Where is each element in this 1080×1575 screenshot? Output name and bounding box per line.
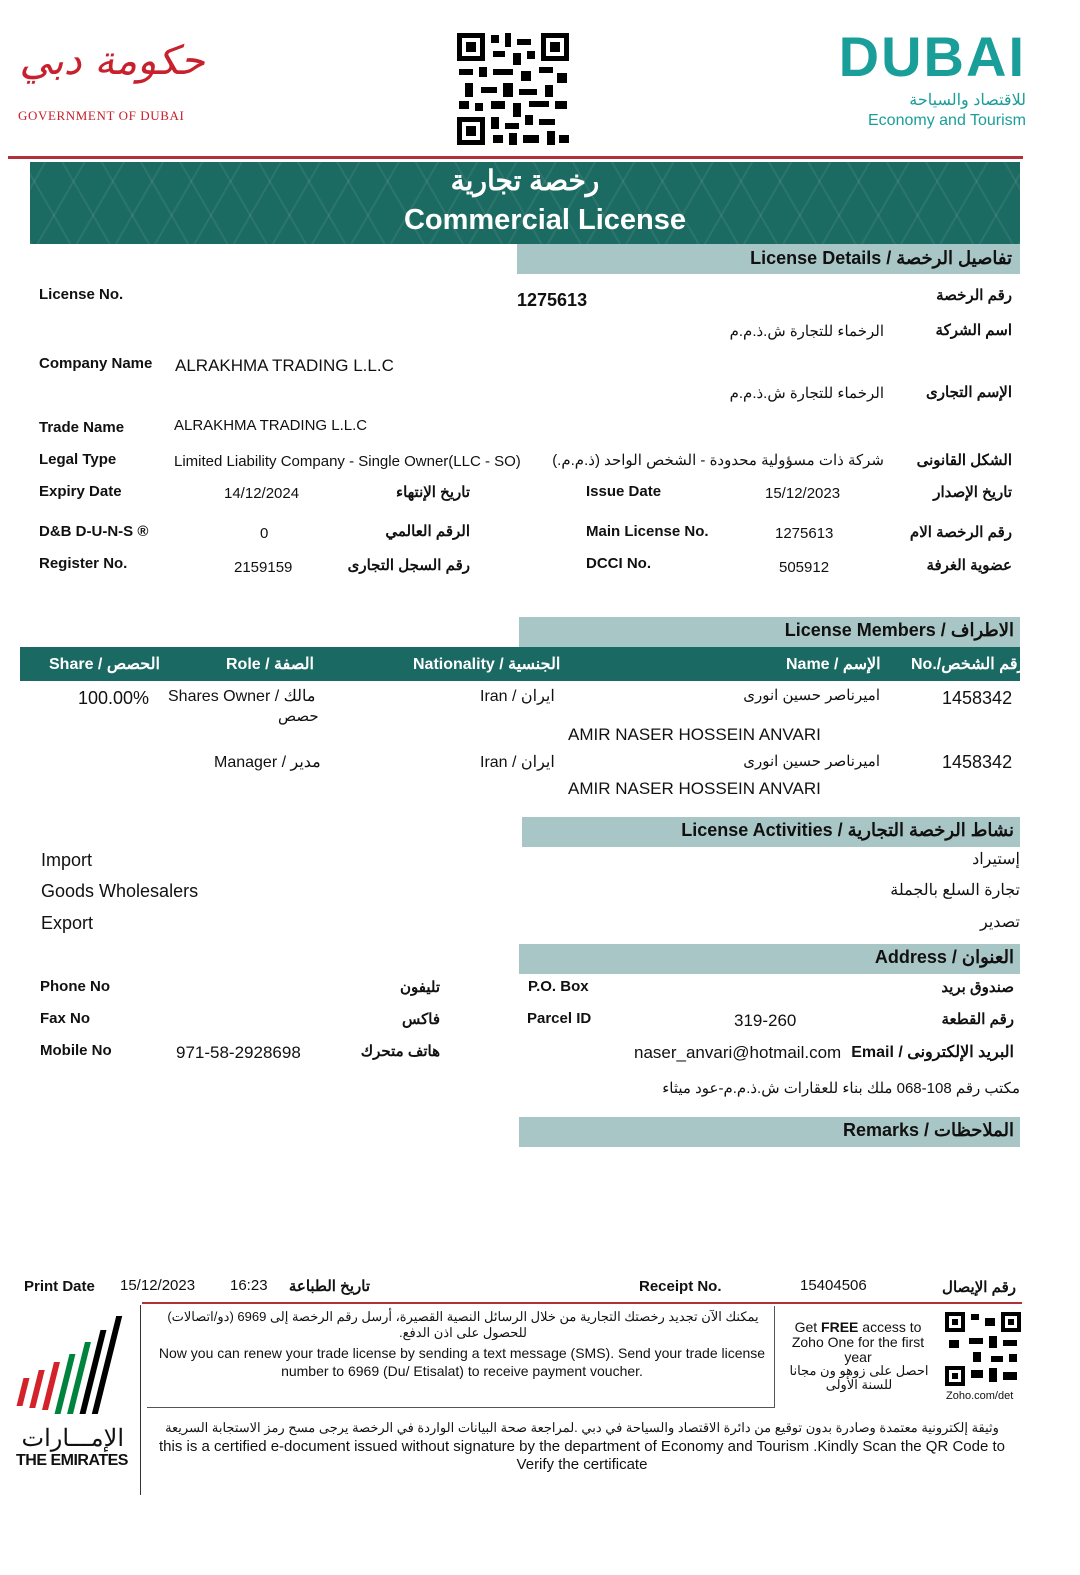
mobile-label: Mobile No [40,1042,112,1059]
register-no-label-ar: رقم السجل التجارى [347,557,470,574]
zoho-url: Zoho.com/det [946,1390,1014,1402]
zoho-text-get: Get [794,1319,822,1335]
address-location: مكتب رقم 108-068 ملك بناء للعقارات ش.ذ.م.م-عود ميثاء [662,1080,1020,1097]
zoho-promo [782,1312,1022,1404]
license-no-value: 1275613 [517,290,588,310]
member-1-person-no: 1458342 [942,688,1013,708]
receipt-label-ar: رقم الإيصال [942,1279,1016,1296]
verification-qr-code [457,33,569,145]
col-nationality: Nationality / الجنسية [413,656,561,673]
activity-3-ar: تصدير [979,914,1020,931]
parcel-id-label: Parcel ID [527,1010,592,1027]
member-1-share: 100.00% [78,688,150,708]
dcci-label: DCCI No. [586,555,651,572]
license-no-label-ar: رقم الرخصة [936,287,1012,304]
expiry-date-label: Expiry Date [39,483,122,500]
address-title: Address / العنوان [874,947,1014,967]
activity-2-ar: تجارة السلع بالجملة [890,882,1020,899]
col-share: Share / الحصص [49,656,160,673]
emirates-stripe-icon [17,1378,30,1406]
duns-label-ar: الرقم العالمي [385,523,470,540]
member-2-name-en: AMIR NASER HOSSEIN ANVARI [568,779,821,798]
parcel-id-value: 319-260 [734,1011,797,1030]
main-license-label: Main License No. [586,523,709,540]
activity-1-en: Import [41,850,93,870]
activity-3-en: Export [41,913,94,933]
col-name: Name / الإسم [786,656,881,673]
register-no-value: 2159159 [234,559,293,576]
pobox-label: P.O. Box [528,978,589,995]
company-name-label: Company Name [39,355,153,372]
legal-type-english: Limited Liability Company - Single Owner(LLC - SO) [174,453,521,470]
zoho-qr-code [945,1312,1021,1386]
fax-label-ar: فاكس [401,1011,440,1028]
col-person-no: No./رقم الشخص [911,656,1026,673]
trade-name-arabic: الرخماء للتجارة ش.ذ.م.م [729,385,884,402]
zoho-promo-arabic: احصل على زوهو ون مجانا للسنة الأولى [789,1363,929,1392]
print-date-label: Print Date [24,1278,95,1295]
the-emirates-logo [12,1312,138,1482]
license-details-title: License Details / تفاصيل الرخصة [750,248,1012,268]
license-activities-title: License Activities / نشاط الرخصة التجارية [681,820,1014,840]
banner-title-english: Commercial License [403,204,687,236]
license-members-title: License Members / الاطراف [784,620,1014,640]
phone-label-ar: تليفون [399,979,440,996]
parcel-id-label-ar: رقم القطعة [941,1011,1014,1028]
legal-type-label: Legal Type [39,451,117,468]
title-banner [30,162,1020,244]
certificate-notice-arabic: وثيقة إلكترونية معتمدة وصادرة بدون توقيع من دائرة الاقتصاد والسياحة في دبي .لمراجعة صحة البيانات الواردة في الرخصة يرجى مسح رمز الاستجابة السريعة [165,1420,999,1435]
zoho-promo-english [782,1320,934,1365]
col-role: Role / الصفة [226,656,314,673]
legal-type-arabic: شركة ذات مسؤولية محدودة - الشخص الواحد (ذ.م.م.) [552,452,884,469]
trade-name-label: Trade Name [39,419,125,436]
activity-2-en: Goods Wholesalers [41,881,199,901]
issue-date-value: 15/12/2023 [765,485,841,502]
footer-red-rule [142,1302,1022,1304]
activity-1-ar: إستيراد [972,851,1020,868]
member-2-person-no: 1458342 [942,752,1013,772]
expiry-date-label-ar: تاريخ الإنتهاء [396,484,470,501]
footer-vertical-divider [140,1305,141,1495]
issue-date-label-ar: تاريخ الإصدار [933,484,1012,501]
sms-notice-arabic: يمكنك الآن تجديد رخصتك التجارية من خلال الرسائل النصية القصيرة، أرسل رقم الرخصة إلى 6969 (دو/اتصالات) للحصول على اذن الدفع. [167,1309,759,1340]
company-name-label-ar: اسم الشركة [935,322,1012,339]
email-value: naser_anvari@hotmail.com [634,1043,842,1062]
print-time-value: 16:23 [230,1277,268,1294]
receipt-label: Receipt No. [639,1278,722,1295]
member-1-name-ar: اميرناصر حسين انورى [743,687,880,704]
member-1-name-en: AMIR NASER HOSSEIN ANVARI [568,725,821,744]
gov-logo-english: GOVERNMENT OF DUBAI [18,108,185,123]
emirates-logo-english: THE EMIRATES [16,1452,128,1469]
member-2-name-ar: اميرناصر حسين انورى [743,753,880,770]
member-1-nationality: Iran / ايران [480,688,555,705]
mobile-label-ar: هاتف متحرك [360,1043,440,1060]
company-name-arabic: الرخماء للتجارة ش.ذ.م.م [729,323,884,340]
dcci-label-ar: عضوية الغرفة [926,557,1012,574]
zoho-text-free: FREE [821,1319,859,1335]
member-2-nationality: Iran / ايران [480,754,555,771]
trade-name-label-ar: الإسم التجارى [926,384,1012,401]
pobox-label-ar: صندوق بريد [941,979,1014,996]
print-date-label-ar: تاريخ الطباعة [288,1278,370,1295]
expiry-date-value: 14/12/2024 [224,485,300,502]
remarks-title: Remarks / الملاحظات [842,1120,1014,1140]
email-label: Email / البريد الإلكترونى [851,1044,1014,1061]
det-logo-arabic: للاقتصاد والسياحة [909,92,1026,109]
phone-label: Phone No [40,978,110,995]
dcci-value: 505912 [779,559,830,576]
member-1-role-cont: حصص [278,708,319,725]
members-table-header [20,647,1026,681]
government-of-dubai-logo [18,38,218,128]
det-logo-english: Economy and Tourism [868,112,1026,129]
main-license-label-ar: رقم الرخصة الام [909,524,1012,541]
register-no-label: Register No. [39,555,128,572]
dubai-wordmark: DUBAI [838,25,1026,88]
certificate-notice-english: this is a certified e-document issued without signature by the department of Economy and Tourism .Kindly Scan the QR Code to Verify the certificate [159,1438,1005,1473]
trade-name-english: ALRAKHMA TRADING L.L.C [174,417,368,434]
sms-notice-english: Now you can renew your trade license by sending a text message (SMS). Send your trade license number to 6969 (Du/ Etisalat) to receive payment voucher. [158,1345,766,1379]
duns-value: 0 [260,525,269,542]
license-no-label: License No. [39,286,124,303]
fax-label: Fax No [40,1010,91,1027]
member-2-role: Manager / مدير [214,754,321,771]
legal-type-label-ar: الشكل القانونى [916,452,1012,469]
banner-title-arabic: رخصة تجارية [450,165,600,196]
member-1-role: Shares Owner / مالك [168,688,316,705]
emirates-logo-arabic: الإمـــارات [21,1425,124,1452]
receipt-value: 15404506 [800,1277,867,1294]
print-date-value: 15/12/2023 [120,1277,196,1294]
gov-logo-arabic: حكومة دبي [19,38,205,84]
emirates-stripe-icon [29,1370,44,1408]
company-name-english: ALRAKHMA TRADING L.L.C [175,356,394,375]
main-license-value: 1275613 [775,525,834,542]
header-red-rule [8,156,1023,159]
issue-date-label: Issue Date [586,483,662,500]
sms-notice-box [147,1306,775,1408]
duns-label: D&B D-U-N-S ® [39,523,149,540]
zoho-text-offer: access to Zoho One for the first year [791,1319,925,1365]
mobile-value: 971-58-2928698 [176,1043,301,1062]
dubai-det-logo [838,25,1030,140]
